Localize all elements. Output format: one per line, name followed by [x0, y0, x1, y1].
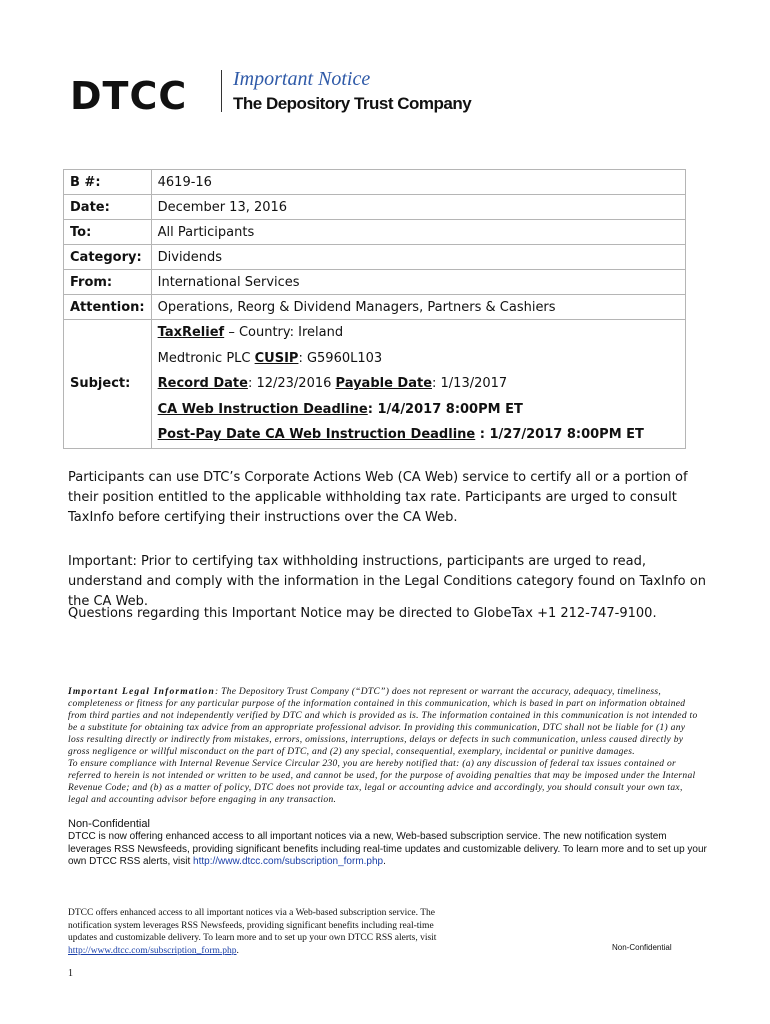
subject-line-3	[158, 371, 679, 397]
bnum-label: B #:	[64, 170, 152, 195]
table-row	[64, 270, 686, 295]
date-value: December 13, 2016	[151, 195, 685, 220]
dtcc-logo	[70, 74, 187, 118]
category-value: Dividends	[151, 245, 685, 270]
legal-information	[68, 686, 698, 806]
subject-line-1	[158, 320, 679, 346]
attention-value: Operations, Reorg & Dividend Managers, Partners & Cashiers	[151, 295, 685, 320]
rss-text: DTCC is now offering enhanced access to all important notices via a new, Web-based subscription service. The new notification system leverages RSS Newsfeeds, providing significant benefits including real-time updates and customizable delivery. To learn more and to set up your own DTCC RSS alerts, visit	[68, 831, 707, 868]
subject-line-4	[158, 397, 679, 423]
notice-info-table	[63, 169, 686, 449]
subject-row	[64, 320, 686, 449]
paragraph-questions: Questions regarding this Important Notice may be directed to GlobeTax +1 212-747-9100.	[68, 606, 657, 621]
taxrelief-label: TaxRelief	[157, 325, 225, 340]
footer-non-confidential: Non-Confidential	[612, 943, 672, 952]
footer-subscription-link[interactable]: http://www.dtcc.com/subscription_form.php	[68, 945, 237, 956]
subject-line-5	[158, 422, 679, 448]
legal-paragraph-1	[68, 686, 698, 758]
date-label: Date:	[64, 195, 152, 220]
to-label: To:	[64, 220, 152, 245]
deadline-value: : 1/4/2017 8:00PM ET	[367, 401, 523, 417]
record-date-label: Record Date	[157, 376, 248, 392]
subject-label: Subject:	[64, 320, 152, 449]
footer-rss-notice	[68, 907, 448, 957]
footer-text: DTCC offers enhanced access to all important notices via a Web-based subscription service. The notification system leverages RSS Newsfeeds, providing significant benefits including real-time updates and customizable delivery. To learn more and to set up your own DTCC RSS alerts, visit	[68, 908, 437, 943]
attention-label: Attention:	[64, 295, 152, 320]
table-row	[64, 245, 686, 270]
issuer-name: Medtronic PLC	[157, 350, 255, 366]
subject-value	[151, 320, 685, 449]
logo-text: DTCC	[70, 74, 188, 118]
legal-paragraph-2: To ensure compliance with Internal Revenue Service Circular 230, you are hereby notified that: (a) any discussion of federal tax issues contained or referred to herein is not intended or written to be used, and cannot be used, for the purpose of avoiding penalties that may be imposed under the Internal Revenue Code; and (b) as a matter of policy, DTC does not provide tax, legal or accounting advice and accordingly, you should consult your own tax, legal and accounting advisor before engaging in any transaction.	[68, 759, 696, 805]
paragraph-important: Important: Prior to certifying tax withholding instructions, participants are urged to read, understand and comply with the information in the Legal Conditions category found on TaxInfo on the CA Web.	[68, 554, 706, 609]
postpay-deadline-value: : 1/27/2017 8:00PM ET	[475, 427, 644, 443]
rss-notice	[68, 831, 708, 869]
legal-heading: Important Legal Information	[68, 687, 215, 697]
footer-end: .	[236, 945, 239, 956]
country-text: – Country: Ireland	[224, 325, 344, 340]
table-row	[64, 220, 686, 245]
table-row	[64, 170, 686, 195]
rss-end: .	[383, 856, 386, 868]
to-value: All Participants	[151, 220, 685, 245]
payable-date-value: : 1/13/2017	[432, 376, 508, 392]
non-confidential-label: Non-Confidential	[68, 818, 150, 830]
notice-title: Important Notice	[233, 68, 371, 90]
postpay-deadline-label: Post-Pay Date CA Web Instruction Deadline	[157, 427, 476, 443]
payable-date-label: Payable Date	[335, 376, 433, 392]
category-label: Category:	[64, 245, 152, 270]
header-divider	[221, 70, 222, 112]
notice-header	[70, 62, 590, 118]
rss-subscription-link[interactable]: http://www.dtcc.com/subscription_form.php	[193, 856, 384, 868]
deadline-label: CA Web Instruction Deadline	[157, 401, 368, 417]
bnum-value: 4619-16	[151, 170, 685, 195]
cusip-label: CUSIP	[254, 350, 299, 366]
legal-text-1: : The Depository Trust Company (“DTC”) does not represent or warrant the accuracy, adequacy, timeliness, completeness or fitness for any particular purpose of the information contained in this communication, which is based in part on information obtained from third parties and not independently verified by DTC and which is provided as is. The information contained in this communication is not intended to be a substitute for obtaining tax advice from an appropriate professional advisor. In providing this communication, DTC shall not be liable for (1) any loss resulting directly or indirectly from mistakes, errors, omissions, interruptions, delays or defects in such communication, unless caused directly by gross negligence or willful misconduct on the part of DTC, and (2) any special, consequential, exemplary, incidental or punitive damages.	[68, 687, 698, 757]
subject-line-2	[158, 346, 679, 372]
cusip-value: : G5960L103	[298, 350, 383, 366]
record-date-value: : 12/23/2016	[247, 376, 336, 392]
table-row	[64, 295, 686, 320]
from-value: International Services	[151, 270, 685, 295]
notice-subtitle: The Depository Trust Company	[233, 94, 472, 113]
table-row	[64, 195, 686, 220]
page-number: 1	[68, 968, 73, 979]
from-label: From:	[64, 270, 152, 295]
paragraph-ca-web: Participants can use DTC’s Corporate Actions Web (CA Web) service to certify all or a portion of their position entitled to the applicable withholding tax rate. Participants are urged to consult TaxInfo before certifying their instructions over the CA Web.	[68, 470, 688, 525]
